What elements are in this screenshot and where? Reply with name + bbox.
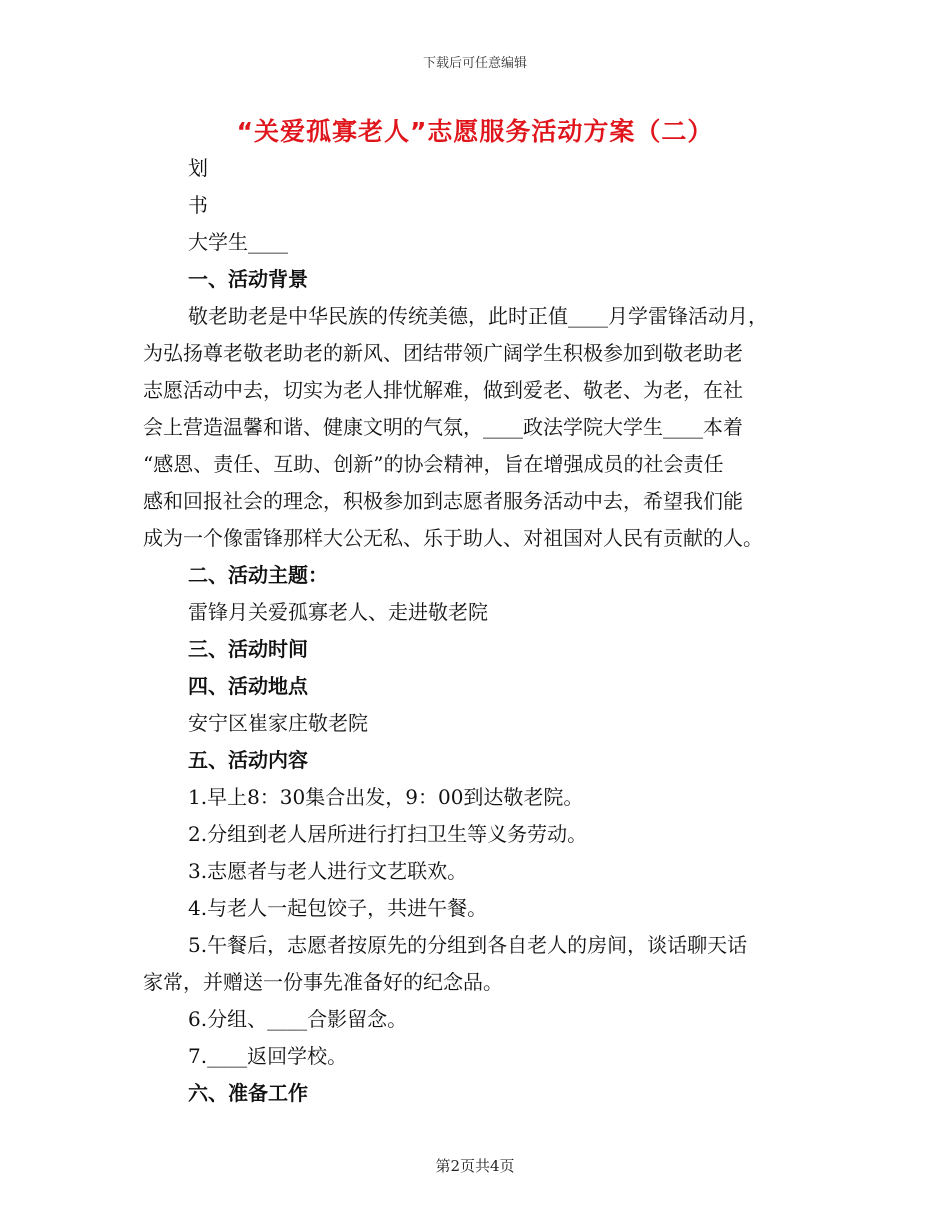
section-heading-content: 五、活动内容 [188, 748, 308, 772]
background-paragraph [143, 298, 803, 557]
section-heading-preparation: 六、准备工作 [188, 1081, 308, 1105]
paragraph-line: 为弘扬尊老敬老助老的新风、团结带领广阔学生积极参加到敬老助老 [143, 341, 743, 365]
content-item: 4.与老人一起包饺子，共进午餐。 [188, 896, 488, 920]
intro-line: 划 [188, 156, 208, 180]
page-footer: 第2页共4页 [435, 1157, 515, 1175]
intro-line: 书 [188, 193, 208, 217]
content-item: 1.早上8：30集合出发，9：00到达敬老院。 [188, 785, 584, 809]
paragraph-line: 成为一个像雷锋那样大公无私、乐于助人、对祖国对人民有贡献的人。 [143, 526, 763, 550]
paragraph-line: 感和回报社会的理念，积极参加到志愿者服务活动中去，希望我们能 [143, 489, 743, 513]
content-item: 7.____返回学校。 [188, 1044, 348, 1068]
content-item: 5.午餐后，志愿者按原先的分组到各自老人的房间，谈话聊天话 [188, 933, 748, 957]
section-heading-time: 三、活动时间 [188, 637, 308, 661]
theme-text: 雷锋月关爱孤寡老人、走进敬老院 [188, 600, 488, 624]
document-title: “关爱孤寡老人”志愿服务活动方案（二） [236, 117, 714, 146]
content-item: 6.分组、____合影留念。 [188, 1007, 408, 1031]
section-heading-background: 一、活动背景 [188, 267, 308, 291]
paragraph-line: “感恩、责任、互助、创新”的协会精神，旨在增强成员的社会责任 [143, 452, 724, 476]
content-item: 3.志愿者与老人进行文艺联欢。 [188, 859, 468, 883]
content-item: 2.分组到老人居所进行打扫卫生等义务劳动。 [188, 822, 588, 846]
page-header: 下载后可任意编辑 [422, 56, 527, 71]
location-text: 安宁区崔家庄敬老院 [188, 711, 368, 735]
content-item-continuation: 家常，并赠送一份事先准备好的纪念品。 [143, 970, 503, 994]
intro-line: 大学生____ [188, 230, 288, 254]
paragraph-line: 会上营造温馨和谐、健康文明的气氛，____政法学院大学生____本着 [143, 415, 743, 439]
document-body [143, 150, 803, 1112]
section-heading-theme: 二、活动主题： [188, 563, 328, 587]
paragraph-line: 敬老助老是中华民族的传统美德，此时正值____月学雷锋活动月， [188, 304, 768, 328]
paragraph-line: 志愿活动中去，切实为老人排忧解难，做到爱老、敬老、为老，在社 [143, 378, 743, 402]
section-heading-location: 四、活动地点 [188, 674, 308, 698]
